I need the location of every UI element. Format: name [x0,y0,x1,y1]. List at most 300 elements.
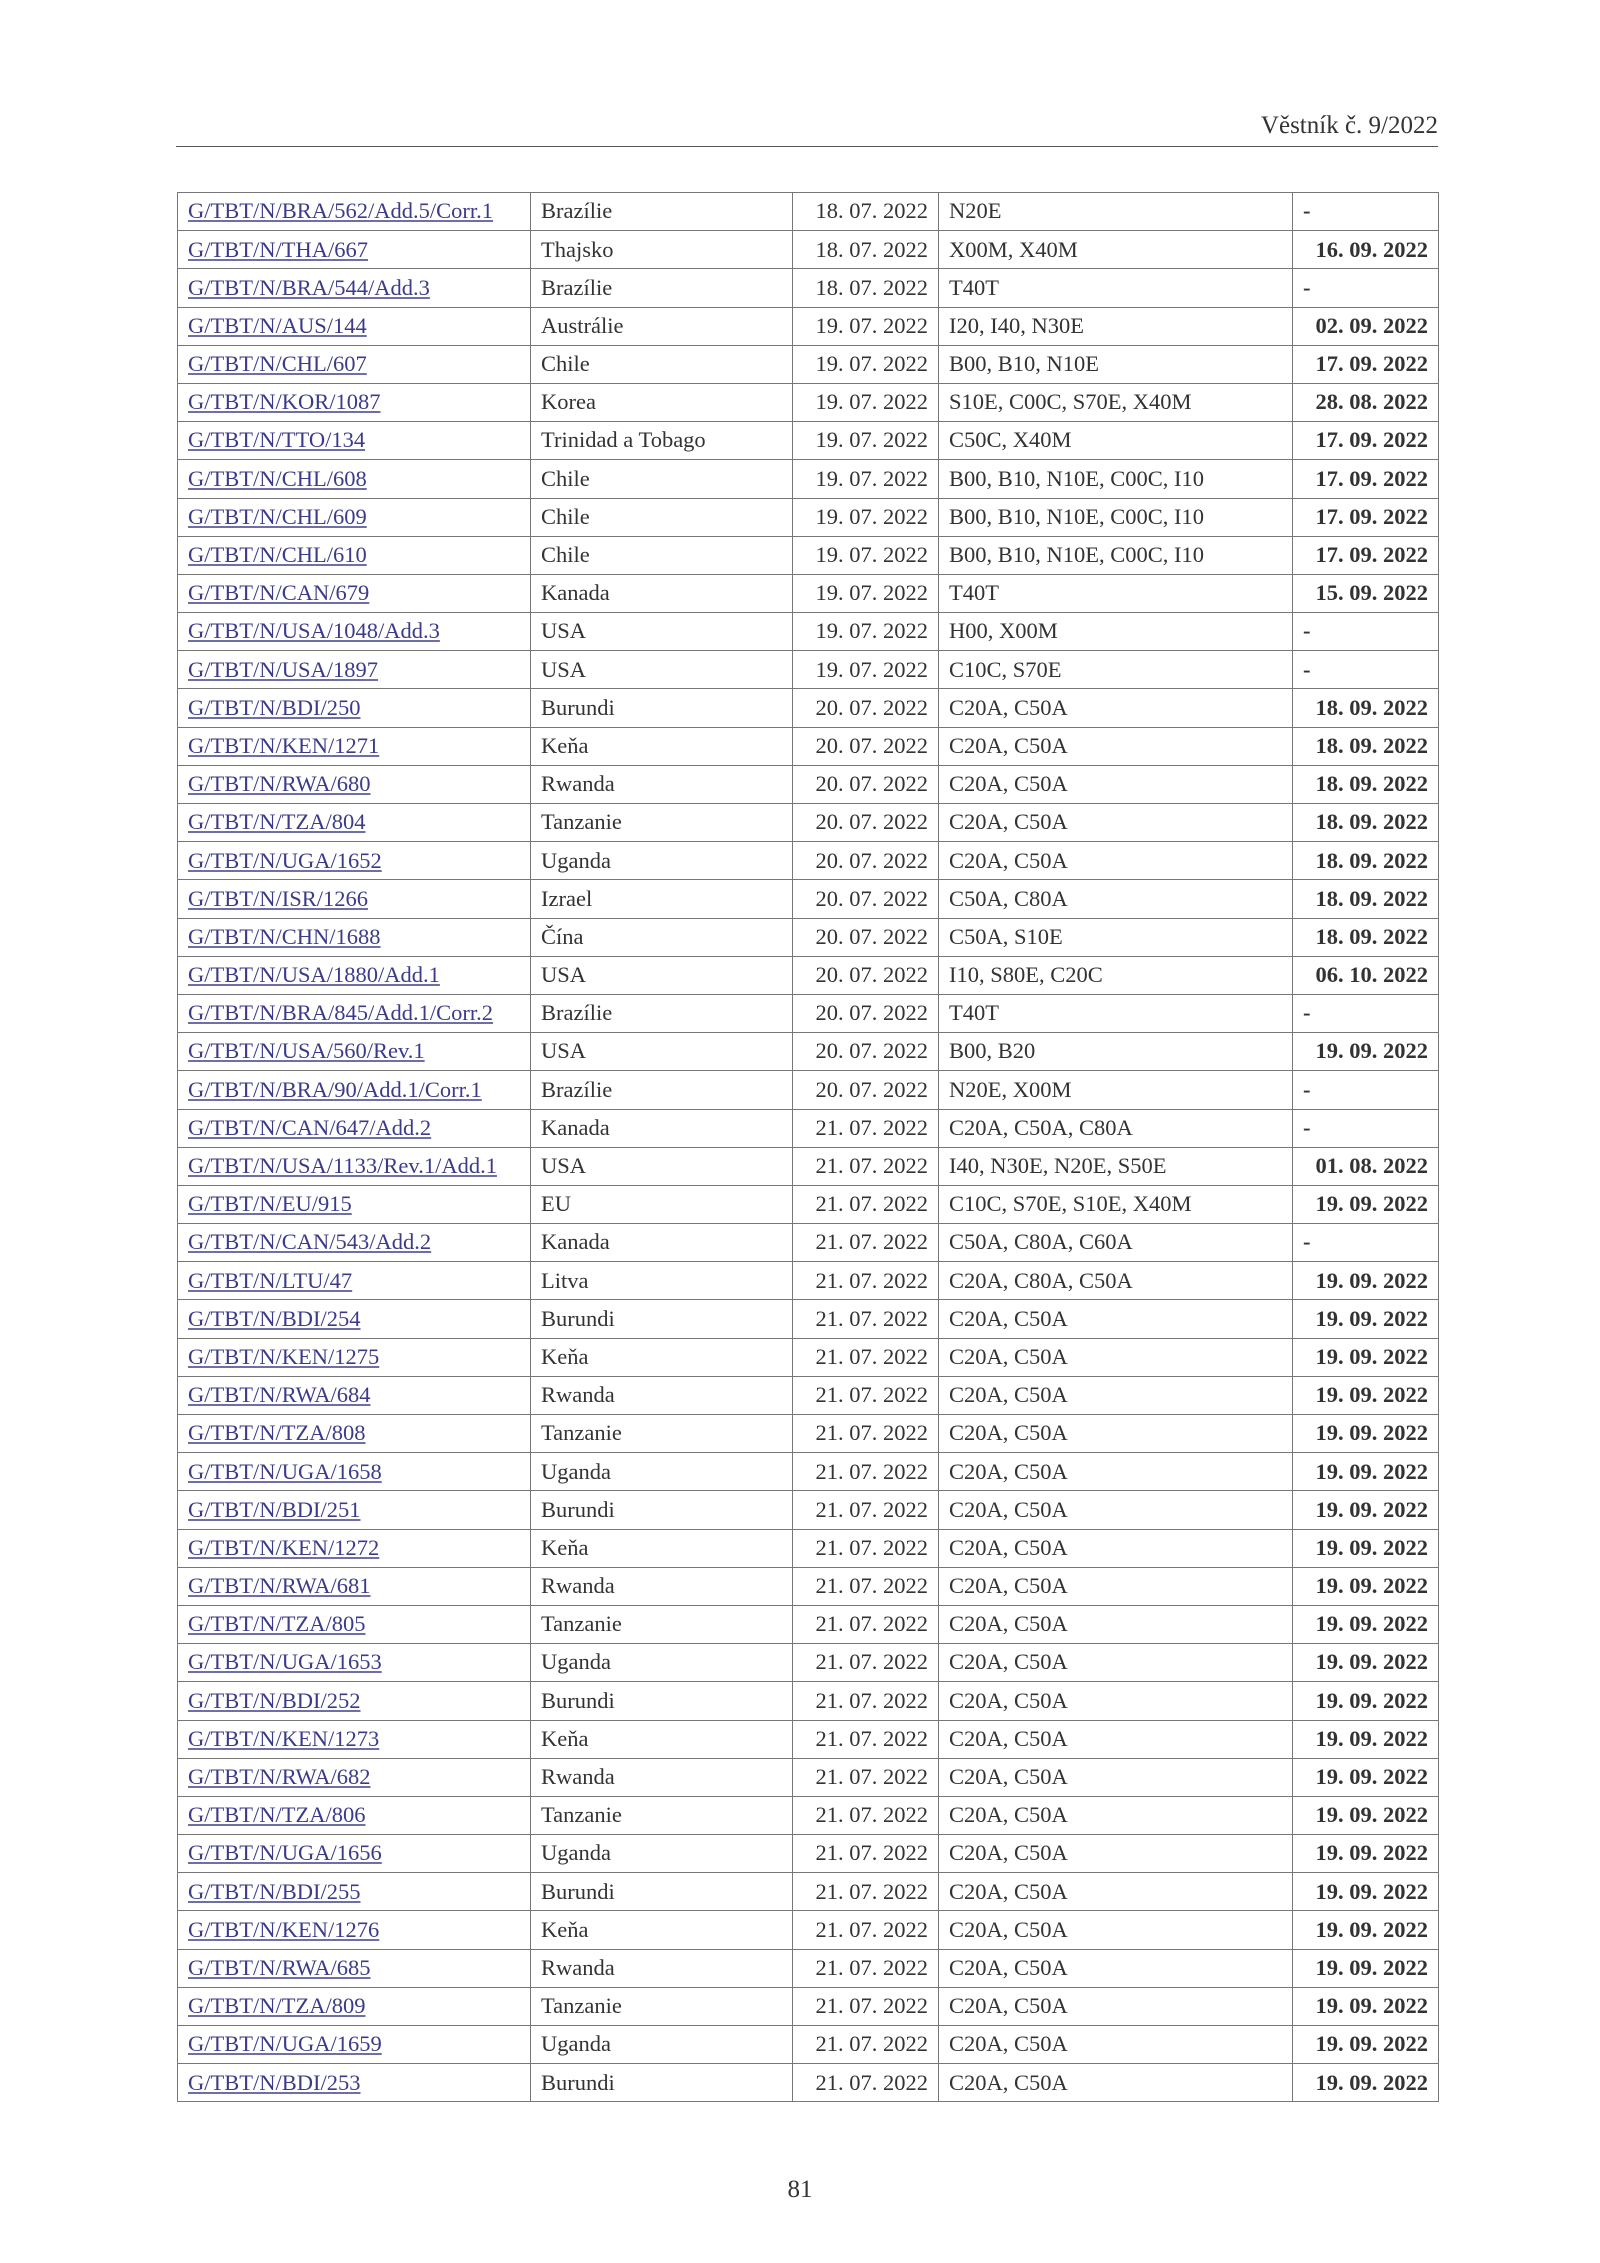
table-row [178,1644,1439,1682]
table-row [178,1109,1439,1147]
table-row [178,651,1439,689]
comment-deadline-cell: - [1293,1071,1439,1109]
document-id-cell [178,956,531,994]
document-id-cell [178,1758,531,1796]
country-cell: Keňa [531,1911,793,1949]
table-row [178,1605,1439,1643]
comment-deadline-cell: 19. 09. 2022 [1293,1987,1439,2025]
document-id-cell [178,1529,531,1567]
table-row [178,689,1439,727]
document-link[interactable]: G/TBT/N/RWA/680 [188,771,371,797]
table-row [178,1147,1439,1185]
document-link[interactable]: G/TBT/N/TTO/134 [188,427,366,453]
product-codes-cell: C20A, C50A [939,765,1293,803]
notification-date-cell: 21. 07. 2022 [793,1796,939,1834]
document-link[interactable]: G/TBT/N/CAN/679 [188,580,370,606]
comment-deadline-cell: 19. 09. 2022 [1293,1415,1439,1453]
document-link[interactable]: G/TBT/N/CHL/609 [188,503,367,529]
document-id-cell [178,1185,531,1223]
document-link[interactable]: G/TBT/N/TZA/809 [188,1993,366,2019]
country-cell: Brazílie [531,193,793,231]
document-link[interactable]: G/TBT/N/CHL/607 [188,351,367,377]
table-row [178,1491,1439,1529]
table-row [178,994,1439,1032]
product-codes-cell: C50A, C80A [939,880,1293,918]
table-row [178,1033,1439,1071]
comment-deadline-cell: 17. 09. 2022 [1293,345,1439,383]
product-codes-cell: C20A, C50A [939,1796,1293,1834]
document-link[interactable]: G/TBT/N/LTU/47 [188,1267,353,1293]
product-codes-cell: B00, B20 [939,1033,1293,1071]
table-row [178,193,1439,231]
comment-deadline-cell: 19. 09. 2022 [1293,1758,1439,1796]
document-link[interactable]: G/TBT/N/TZA/805 [188,1611,366,1637]
document-id-cell [178,1491,531,1529]
document-id-cell [178,1644,531,1682]
notification-date-cell: 21. 07. 2022 [793,1300,939,1338]
country-cell: Rwanda [531,1376,793,1414]
product-codes-cell: C20A, C50A [939,1758,1293,1796]
country-cell: Izrael [531,880,793,918]
document-id-cell [178,1911,531,1949]
table-row [178,1682,1439,1720]
notification-date-cell: 19. 07. 2022 [793,345,939,383]
notification-date-cell: 19. 07. 2022 [793,422,939,460]
document-link[interactable]: G/TBT/N/USA/560/Rev.1 [188,1038,425,1064]
table-row [178,1415,1439,1453]
document-id-cell [178,1224,531,1262]
country-cell: Austrálie [531,307,793,345]
comment-deadline-cell: 19. 09. 2022 [1293,2064,1439,2102]
country-cell: Uganda [531,1453,793,1491]
notification-date-cell: 21. 07. 2022 [793,1911,939,1949]
document-id-cell [178,804,531,842]
document-link[interactable]: G/TBT/N/KEN/1271 [188,732,380,758]
document-id-cell [178,1987,531,2025]
comment-deadline-cell: - [1293,1224,1439,1262]
notifications-table [177,192,1439,2102]
product-codes-cell: C20A, C50A [939,1873,1293,1911]
country-cell: USA [531,1147,793,1185]
table-row [178,613,1439,651]
comment-deadline-cell: 15. 09. 2022 [1293,574,1439,612]
product-codes-cell: C10C, S70E [939,651,1293,689]
document-link[interactable]: G/TBT/N/BRA/90/Add.1/Corr.1 [188,1076,482,1102]
table-row [178,1796,1439,1834]
comment-deadline-cell: 19. 09. 2022 [1293,1873,1439,1911]
document-link[interactable]: G/TBT/N/EU/915 [188,1191,352,1217]
country-cell: Rwanda [531,765,793,803]
product-codes-cell: C20A, C50A [939,1491,1293,1529]
comment-deadline-cell: 16. 09. 2022 [1293,231,1439,269]
document-id-cell [178,1605,531,1643]
product-codes-cell: I40, N30E, N20E, S50E [939,1147,1293,1185]
notification-date-cell: 21. 07. 2022 [793,1987,939,2025]
product-codes-cell: C20A, C50A [939,1529,1293,1567]
product-codes-cell: C10C, S70E, S10E, X40M [939,1185,1293,1223]
comment-deadline-cell: 18. 09. 2022 [1293,765,1439,803]
document-id-cell [178,422,531,460]
document-link[interactable]: G/TBT/N/TZA/804 [188,809,366,835]
comment-deadline-cell: - [1293,613,1439,651]
document-id-cell [178,1415,531,1453]
notification-date-cell: 19. 07. 2022 [793,383,939,421]
table-row [178,727,1439,765]
country-cell: Tanzanie [531,1796,793,1834]
document-id-cell [178,1949,531,1987]
notification-date-cell: 21. 07. 2022 [793,1720,939,1758]
comment-deadline-cell: 19. 09. 2022 [1293,1605,1439,1643]
product-codes-cell: C20A, C80A, C50A [939,1262,1293,1300]
document-id-cell [178,498,531,536]
product-codes-cell: C20A, C50A [939,1338,1293,1376]
country-cell: Tanzanie [531,1987,793,2025]
country-cell: USA [531,1033,793,1071]
table-row [178,383,1439,421]
document-link[interactable]: G/TBT/N/RWA/682 [188,1764,371,1790]
document-id-cell [178,1300,531,1338]
country-cell: Tanzanie [531,1415,793,1453]
notification-date-cell: 18. 07. 2022 [793,193,939,231]
comment-deadline-cell: - [1293,269,1439,307]
document-id-cell [178,574,531,612]
document-link[interactable]: G/TBT/N/CHN/1688 [188,923,381,949]
document-id-cell [178,1796,531,1834]
document-id-cell [178,1071,531,1109]
product-codes-cell: B00, B10, N10E, C00C, I10 [939,536,1293,574]
country-cell: Chile [531,536,793,574]
document-id-cell [178,2026,531,2064]
comment-deadline-cell: 06. 10. 2022 [1293,956,1439,994]
country-cell: Burundi [531,2064,793,2102]
document-link[interactable]: G/TBT/N/KEN/1272 [188,1534,380,1560]
notification-date-cell: 18. 07. 2022 [793,269,939,307]
comment-deadline-cell: 19. 09. 2022 [1293,1835,1439,1873]
table-row [178,880,1439,918]
notification-date-cell: 21. 07. 2022 [793,1338,939,1376]
notification-date-cell: 20. 07. 2022 [793,994,939,1032]
product-codes-cell: C20A, C50A [939,1567,1293,1605]
comment-deadline-cell: - [1293,651,1439,689]
document-id-cell [178,2064,531,2102]
country-cell: Uganda [531,842,793,880]
product-codes-cell: C20A, C50A [939,2064,1293,2102]
product-codes-cell: B00, B10, N10E, C00C, I10 [939,460,1293,498]
notification-date-cell: 20. 07. 2022 [793,880,939,918]
page-header [176,110,1438,147]
document-link[interactable]: G/TBT/N/RWA/681 [188,1573,371,1599]
comment-deadline-cell: 18. 09. 2022 [1293,727,1439,765]
country-cell: Keňa [531,727,793,765]
document-link[interactable]: G/TBT/N/BDI/251 [188,1496,361,1522]
table-row [178,1835,1439,1873]
document-link[interactable]: G/TBT/N/UGA/1658 [188,1458,382,1484]
country-cell: Chile [531,498,793,536]
table-row [178,1453,1439,1491]
comment-deadline-cell: 17. 09. 2022 [1293,460,1439,498]
document-link[interactable]: G/TBT/N/USA/1880/Add.1 [188,962,440,988]
comment-deadline-cell: 18. 09. 2022 [1293,842,1439,880]
document-link[interactable]: G/TBT/N/KEN/1273 [188,1725,380,1751]
document-link[interactable]: G/TBT/N/CAN/647/Add.2 [188,1114,432,1140]
document-link[interactable]: G/TBT/N/UGA/1659 [188,2031,382,2057]
product-codes-cell: T40T [939,574,1293,612]
document-link[interactable]: G/TBT/N/TZA/806 [188,1802,366,1828]
document-link[interactable]: G/TBT/N/KEN/1275 [188,1343,380,1369]
document-link[interactable]: G/TBT/N/CHL/610 [188,542,367,568]
country-cell: Rwanda [531,1758,793,1796]
product-codes-cell: I10, S80E, C20C [939,956,1293,994]
comment-deadline-cell: 19. 09. 2022 [1293,1682,1439,1720]
notification-date-cell: 21. 07. 2022 [793,1758,939,1796]
document-link[interactable]: G/TBT/N/USA/1048/Add.3 [188,618,440,644]
notification-date-cell: 20. 07. 2022 [793,765,939,803]
country-cell: Keňa [531,1720,793,1758]
document-id-cell [178,1835,531,1873]
country-cell: Brazílie [531,269,793,307]
document-link[interactable]: G/TBT/N/USA/1897 [188,656,379,682]
document-id-cell [178,1147,531,1185]
table-row [178,269,1439,307]
table-row [178,1873,1439,1911]
table-row [178,422,1439,460]
table-row [178,574,1439,612]
notification-date-cell: 21. 07. 2022 [793,1376,939,1414]
document-link[interactable]: G/TBT/N/KOR/1087 [188,389,381,415]
notification-date-cell: 21. 07. 2022 [793,2026,939,2064]
document-link[interactable]: G/TBT/N/AUS/144 [188,312,367,338]
document-id-cell [178,1338,531,1376]
product-codes-cell: N20E [939,193,1293,231]
product-codes-cell: C20A, C50A [939,1453,1293,1491]
comment-deadline-cell: 19. 09. 2022 [1293,1796,1439,1834]
notification-date-cell: 21. 07. 2022 [793,1835,939,1873]
product-codes-cell: C20A, C50A [939,1644,1293,1682]
document-link[interactable]: G/TBT/N/BDI/253 [188,2069,361,2095]
notification-date-cell: 19. 07. 2022 [793,307,939,345]
document-id-cell [178,193,531,231]
product-codes-cell: S10E, C00C, S70E, X40M [939,383,1293,421]
country-cell: Burundi [531,1873,793,1911]
notification-date-cell: 19. 07. 2022 [793,460,939,498]
document-link[interactable]: G/TBT/N/CHL/608 [188,465,367,491]
country-cell: Burundi [531,1300,793,1338]
document-link[interactable]: G/TBT/N/BDI/252 [188,1687,361,1713]
document-link[interactable]: G/TBT/N/BRA/544/Add.3 [188,274,430,300]
table-row [178,1300,1439,1338]
country-cell: Brazílie [531,1071,793,1109]
comment-deadline-cell: - [1293,1109,1439,1147]
document-id-cell [178,613,531,651]
comment-deadline-cell: - [1293,193,1439,231]
product-codes-cell: C20A, C50A [939,2026,1293,2064]
country-cell: Tanzanie [531,1605,793,1643]
country-cell: Kanada [531,574,793,612]
document-link[interactable]: G/TBT/N/RWA/684 [188,1382,371,1408]
notification-date-cell: 20. 07. 2022 [793,1071,939,1109]
table-row [178,1911,1439,1949]
document-link[interactable]: G/TBT/N/BRA/845/Add.1/Corr.2 [188,1000,494,1026]
comment-deadline-cell: 18. 09. 2022 [1293,880,1439,918]
comment-deadline-cell: 19. 09. 2022 [1293,1911,1439,1949]
document-link[interactable]: G/TBT/N/KEN/1276 [188,1916,380,1942]
product-codes-cell: I20, I40, N30E [939,307,1293,345]
product-codes-cell: C20A, C50A [939,727,1293,765]
product-codes-cell: B00, B10, N10E [939,345,1293,383]
country-cell: Uganda [531,2026,793,2064]
table-row [178,1949,1439,1987]
table-row [178,1758,1439,1796]
document-id-cell [178,1720,531,1758]
document-link[interactable]: G/TBT/N/ISR/1266 [188,885,369,911]
comment-deadline-cell: 19. 09. 2022 [1293,1567,1439,1605]
notification-date-cell: 21. 07. 2022 [793,1453,939,1491]
table-row [178,1071,1439,1109]
document-link[interactable]: G/TBT/N/UGA/1656 [188,1840,382,1866]
table-row [178,842,1439,880]
product-codes-cell: H00, X00M [939,613,1293,651]
product-codes-cell: C20A, C50A [939,1835,1293,1873]
notification-date-cell: 21. 07. 2022 [793,1682,939,1720]
notification-date-cell: 21. 07. 2022 [793,1109,939,1147]
notification-date-cell: 21. 07. 2022 [793,1567,939,1605]
notification-date-cell: 21. 07. 2022 [793,2064,939,2102]
document-id-cell [178,307,531,345]
comment-deadline-cell: 18. 09. 2022 [1293,689,1439,727]
notification-date-cell: 19. 07. 2022 [793,498,939,536]
document-link[interactable]: G/TBT/N/BDI/255 [188,1878,361,1904]
notification-date-cell: 21. 07. 2022 [793,1262,939,1300]
document-id-cell [178,536,531,574]
document-link[interactable]: G/TBT/N/UGA/1653 [188,1649,382,1675]
document-link[interactable]: G/TBT/N/BDI/250 [188,694,361,720]
notification-date-cell: 20. 07. 2022 [793,1033,939,1071]
product-codes-cell: C50C, X40M [939,422,1293,460]
notification-date-cell: 21. 07. 2022 [793,1605,939,1643]
country-cell: Čína [531,918,793,956]
document-link[interactable]: G/TBT/N/BDI/254 [188,1305,361,1331]
country-cell: Chile [531,345,793,383]
document-id-cell [178,689,531,727]
document-link[interactable]: G/TBT/N/UGA/1652 [188,847,382,873]
notification-date-cell: 20. 07. 2022 [793,956,939,994]
product-codes-cell: C20A, C50A [939,1605,1293,1643]
product-codes-cell: T40T [939,269,1293,307]
country-cell: Tanzanie [531,804,793,842]
document-link[interactable]: G/TBT/N/CAN/543/Add.2 [188,1229,432,1255]
product-codes-cell: C20A, C50A [939,1415,1293,1453]
table-row [178,1262,1439,1300]
country-cell: USA [531,651,793,689]
document-id-cell [178,383,531,421]
notification-date-cell: 19. 07. 2022 [793,536,939,574]
document-link[interactable]: G/TBT/N/USA/1133/Rev.1/Add.1 [188,1153,497,1179]
table-row [178,460,1439,498]
comment-deadline-cell: 18. 09. 2022 [1293,804,1439,842]
product-codes-cell: C20A, C50A [939,689,1293,727]
notification-date-cell: 21. 07. 2022 [793,1185,939,1223]
document-link[interactable]: G/TBT/N/RWA/685 [188,1954,371,1980]
document-id-cell [178,842,531,880]
country-cell: USA [531,956,793,994]
table-row [178,2064,1439,2102]
comment-deadline-cell: 19. 09. 2022 [1293,1949,1439,1987]
table-row [178,1224,1439,1262]
comment-deadline-cell: 17. 09. 2022 [1293,498,1439,536]
document-id-cell [178,269,531,307]
document-id-cell [178,1376,531,1414]
document-id-cell [178,880,531,918]
comment-deadline-cell: 01. 08. 2022 [1293,1147,1439,1185]
product-codes-cell: C20A, C50A [939,1300,1293,1338]
country-cell: Uganda [531,1644,793,1682]
product-codes-cell: C20A, C50A [939,1682,1293,1720]
table-row [178,1376,1439,1414]
document-id-cell [178,651,531,689]
table-row [178,918,1439,956]
comment-deadline-cell: 19. 09. 2022 [1293,2026,1439,2064]
notification-date-cell: 21. 07. 2022 [793,1529,939,1567]
notification-date-cell: 20. 07. 2022 [793,689,939,727]
country-cell: Rwanda [531,1949,793,1987]
table-row [178,1185,1439,1223]
notification-date-cell: 19. 07. 2022 [793,574,939,612]
document-id-cell [178,460,531,498]
country-cell: Uganda [531,1835,793,1873]
country-cell: Burundi [531,1491,793,1529]
table-row [178,2026,1439,2064]
comment-deadline-cell: 19. 09. 2022 [1293,1644,1439,1682]
document-link[interactable]: G/TBT/N/TZA/808 [188,1420,366,1446]
notification-date-cell: 21. 07. 2022 [793,1491,939,1529]
document-link[interactable]: G/TBT/N/THA/667 [188,236,368,262]
product-codes-cell: C20A, C50A [939,804,1293,842]
document-link[interactable]: G/TBT/N/BRA/562/Add.5/Corr.1 [188,198,494,224]
table-row [178,765,1439,803]
publication-title: Věstník č. 9/2022 [1260,112,1438,139]
comment-deadline-cell: 19. 09. 2022 [1293,1033,1439,1071]
page-number: 81 [787,2176,813,2203]
comment-deadline-cell: 19. 09. 2022 [1293,1262,1439,1300]
notification-date-cell: 19. 07. 2022 [793,651,939,689]
document-id-cell [178,345,531,383]
country-cell: Korea [531,383,793,421]
notification-date-cell: 21. 07. 2022 [793,1147,939,1185]
comment-deadline-cell: 17. 09. 2022 [1293,422,1439,460]
country-cell: Thajsko [531,231,793,269]
notifications-table-body [178,193,1439,2102]
document-id-cell [178,1567,531,1605]
country-cell: Rwanda [531,1567,793,1605]
table-row [178,345,1439,383]
notification-date-cell: 21. 07. 2022 [793,1949,939,1987]
country-cell: Burundi [531,689,793,727]
table-row [178,804,1439,842]
table-row [178,307,1439,345]
document-id-cell [178,231,531,269]
document-id-cell [178,727,531,765]
country-cell: Litva [531,1262,793,1300]
country-cell: Burundi [531,1682,793,1720]
notification-date-cell: 21. 07. 2022 [793,1224,939,1262]
comment-deadline-cell: 19. 09. 2022 [1293,1185,1439,1223]
product-codes-cell: X00M, X40M [939,231,1293,269]
country-cell: Kanada [531,1109,793,1147]
notification-date-cell: 21. 07. 2022 [793,1415,939,1453]
table-row [178,1338,1439,1376]
table-row [178,956,1439,994]
notification-date-cell: 19. 07. 2022 [793,613,939,651]
